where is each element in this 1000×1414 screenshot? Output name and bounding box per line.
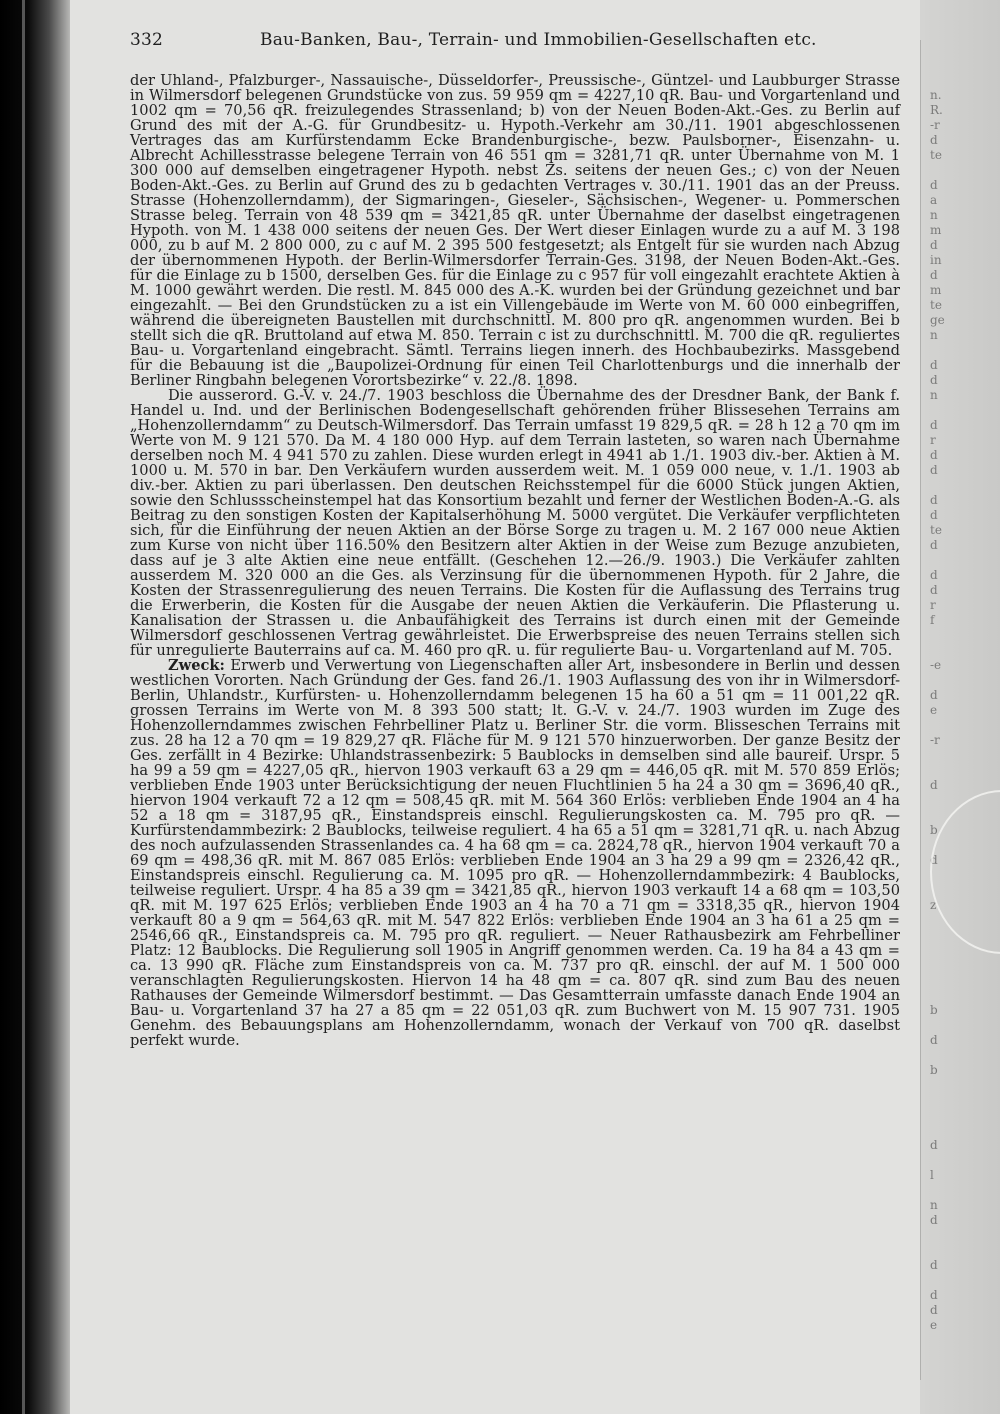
paragraph-purpose [130,658,900,1048]
purpose-label: Zweck: [168,657,225,674]
book-binding-shadow [0,0,70,1414]
page-gutter-line [920,40,921,1380]
page-header [130,30,910,56]
purpose-text: Erwerb und Verwertung von Liegenschaften aller Art, insbesondere in Berlin und dessen westlichen Vororten. Nach Gründung der Ges. fand 26./1. 1903 Auflassung des von ihr in Wilmersdorf-Berlin, Uhlandstr., Kurfürsten- u. Hohenzollerndamm belegenen 15 ha 60 a 51 qm = 11 001,22 qR. grossen Terrains im Werte von M. 8 393 500 statt; lt. G.-V. v. 24./7. 1903 wurden im Zuge des Hohenzollerndammes zwischen Fehrbelliner Platz u. Berliner Str. die vorm. Blisseschen Terrains mit zus. 28 ha 12 a 70 qm = 19 829,27 qR. Fläche für M. 9 121 570 hinzuerworben. Der ganze Besitz der Ges. zerfällt in 4 Bezirke: Uhlandstrassenbezirk: 5 Baublocks in demselben sind alle baureif. Urspr. 5 ha 99 a 59 qm = 4227,05 qR., hiervon 1903 verkauft 63 a 29 qm = 446,05 qR. mit M. 570 859 Erlös; verblieben Ende 1903 unter Berücksichtigung der neuen Fluchtlinien 5 ha 24 a 30 qm = 3696,40 qR., hiervon 1904 verkauft 72 a 12 qm = 508,45 qR. mit M. 564 360 Erlös: verblieben Ende 1904 an 4 ha 52 a 18 qm = 3187,95 qR., Einstandspreis einschl. Regulierungskosten ca. M. 795 pro qR. — Kurfürstendammbezirk: 2 Baublocks, teilweise reguliert. 4 ha 65 a 51 qm = 3281,71 qR. u. nach Abzug des noch aufzulassenden Strassenlandes ca. 4 ha 68 qm = ca. 2824,78 qR., hiervon 1904 verkauft 70 a 69 qm = 498,36 qR. mit M. 867 085 Erlös: verblieben Ende 1904 an 3 ha 29 a 99 qm = 2326,42 qR., Einstandspreis einschl. Regulierung ca. M. 1095 pro qR. — Hohenzollerndammbezirk: 4 Baublocks, teilweise reguliert. Urspr. 4 ha 85 a 39 qm = 3421,85 qR., hiervon 1903 verkauft 14 a 68 qm = 103,50 qR. mit M. 197 625 Erlös; verblieben Ende 1903 an 4 ha 70 a 71 qm = 3318,35 qR., hiervon 1904 verkauft 80 a 9 qm = 564,63 qR. mit M. 547 822 Erlös: verblieben Ende 1904 an 3 ha 61 a 25 qm = 2546,66 qR., Einstandspreis ca. M. 795 pro qR. reguliert. — Neuer Rathausbezirk am Fehrbelliner Platz: 12 Baublocks. Die Regulierung soll 1905 in Angriff genommen werden. Ca. 19 ha 84 a 43 qm = ca. 13 990 qR. Fläche zum Einstandspreis von ca. M. 737 pro qR. einschl. der auf M. 1 500 000 veranschlagten Regulierungskosten. Hiervon 14 ha 48 qm = ca. 807 qR. sind zum Bau des neuen Rathauses der Gemeinde Wilmersdorf bestimmt. — Das Gesamtterrain umfasste danach Ende 1904 an Bau- u. Vorgartenland 37 ha 27 a 85 qm = 22 051,03 qR. zum Buchwert von M. 15 907 731. 1905 Genehm. des Bebauungsplans am Hohenzollerndamm, wonach der Verkauf von 700 qR. daselbst perfekt wurde. [130,657,900,1049]
binding-edge-line [22,0,25,1414]
running-title: Bau-Banken, Bau-, Terrain- und Immobilien-Gesellschaften etc. [260,30,817,50]
paragraph-general-meeting: Die ausserord. G.-V. v. 24./7. 1903 beschloss die Übernahme des der Dresdner Bank, der Bank f. Handel u. Ind. und der Berlinischen Bodengesellschaft gehörenden früher Blissesehen Terrains am „Hohenzollerndamm“ zu Deutsch-Wilmersdorf. Das Terrain umfasst 19 829,5 qR. = 28 h 12 a 70 qm im Werte von M. 9 121 570. Da M. 4 180 000 Hyp. auf dem Terrain lasteten, so waren nach Übernahme derselben noch M. 4 941 570 zu zahlen. Diese wurden erlegt in 4941 ab 1./1. 1903 div.-ber. Aktien à M. 1000 u. M. 570 in bar. Den Verkäufern wurden ausserdem weit. M. 1 059 000 neue, v. 1./1. 1903 ab div.-ber. Aktien zu pari überlassen. Den deutschen Reichsstempel für die 6000 Stück jungen Aktien, sowie den Schlussscheinstempel hat das Konsortium bezahlt und ferner der Westlichen Boden-A.-G. als Beitrag zu den sonstigen Kosten der Kapitalserhöhung M. 5000 vergütet. Die Verkäufer verpflichteten sich, für die Einführung der neuen Aktien an der Börse Sorge zu tragen u. M. 2 167 000 neue Aktien zum Kurse von nicht über 116.50% den Besitzern alter Aktien in der Weise zum Bezuge anzubieten, dass auf je 3 alte Aktien eine neue entfällt. (Geschehen 12.—26./9. 1903.) Die Verkäufer zahlten ausserdem M. 320 000 an die Ges. als Verzinsung für die übernommenen Hypoth. für 2 Jahre, die Kosten der Strassenregulierung des neuen Terrains. Die Kosten für die Auflassung des Terrains trug die Erwerberin, die Kosten für die Ausgabe der neuen Aktien die Verkäuferin. Die Pflasterung u. Kanalisation der Strassen u. die Anbaufähigkeit des Terrains ist durch einen mit der Gemeinde Wilmersdorf geschlossenen Vertrag gewährleistet. Die Erwerbspreise des neuen Terrains stellen sich für unregulierte Bauterrains auf ca. M. 460 pro qR. u. für regulierte Bau- u. Vorgartenland auf M. 705. [130,387,900,659]
paragraph-contributions: der Uhland-, Pfalzburger-, Nassauische-, Düsseldorfer-, Preussische-, Güntzel- und Laubburger Strasse in Wilmersdorf belegenen Grundstücke von zus. 59 959 qm = 4227,10 qR. Bau- und Vorgartenland und 1002 qm = 70,56 qR. freizulegendes Strassenland; b) von der Neuen Boden-Akt.-Ges. zu Berlin auf Grund des mit der A.-G. für Grundbesitz- u. Hypoth.-Verkehr am 30./11. 1901 abgeschlossenen Vertrages das am Kurfürstendamm Ecke Brandenburgische-, bezw. Paulsborner-, Eisenzahn- u. Albrecht Achillesstrasse belegene Terrain von 46 551 qm = 3281,71 qR. unter Übernahme von M. 1 300 000 auf demselben eingetragener Hypoth. nebst Zs. seitens der neuen Ges.; c) von der Neuen Boden-Akt.-Ges. zu Berlin auf Grund des zu b gedachten Vertrages v. 30./11. 1901 das an der Preuss. Strasse (Hohenzollerndamm), der Sigmaringen-, Gieseler-, Sächsischen-, Wegener- u. Pommerschen Strasse beleg. Terrain von 48 539 qm = 3421,85 qR. unter Übernahme der daselbst eingetragenen Hypoth. von M. 1 438 000 seitens der neuen Ges. Der Wert dieser Einlagen wurde zu a auf M. 3 198 000, zu b auf M. 2 800 000, zu c auf M. 2 395 500 festgesetzt; als Entgelt für sie wurden nach Abzug der übernommenen Hypoth. der Berlin-Wilmersdorfer Terrain-Ges. 3198, der Neuen Boden-Akt.-Ges. für die Einlage zu b 1500, derselben Ges. für die Einlage zu c 957 für voll eingezahlt erachtete Aktien à M. 1000 gewährt werden. Die restl. M. 845 000 des A.-K. wurden bei der Gründung gezeichnet und bar eingezahlt. — Bei den Grundstücken zu a ist ein Villengebäude im Werte von M. 60 000 einbegriffen, während die übereigneten Baustellen mit durchschnittl. M. 800 pro qR. angenommen wurden. Bei b stellt sich die qR. Bruttoland auf etwa M. 850. Terrain c ist zu durchschnittl. M. 700 die qR. reguliertes Bau- u. Vorgartenland eingebracht. Sämtl. Terrains liegen innerh. des Hochbaubezirks. Massgebend für die Bebauung ist die „Baupolizei-Ordnung für einen Teil Charlottenburgs und die innerhalb der Berliner Ringbahn belegenen Vorortsbezirke“ v. 22./8. 1898. [130,72,900,389]
facing-page-fragments: n. R. -r d te d a n m d in d m te ge n d d n d r d d d d te d d d r f -e d e -r d b d z b d b d l n d d d d e [930,88,945,1332]
body-text [130,73,900,1048]
page-number: 332 [130,30,164,50]
